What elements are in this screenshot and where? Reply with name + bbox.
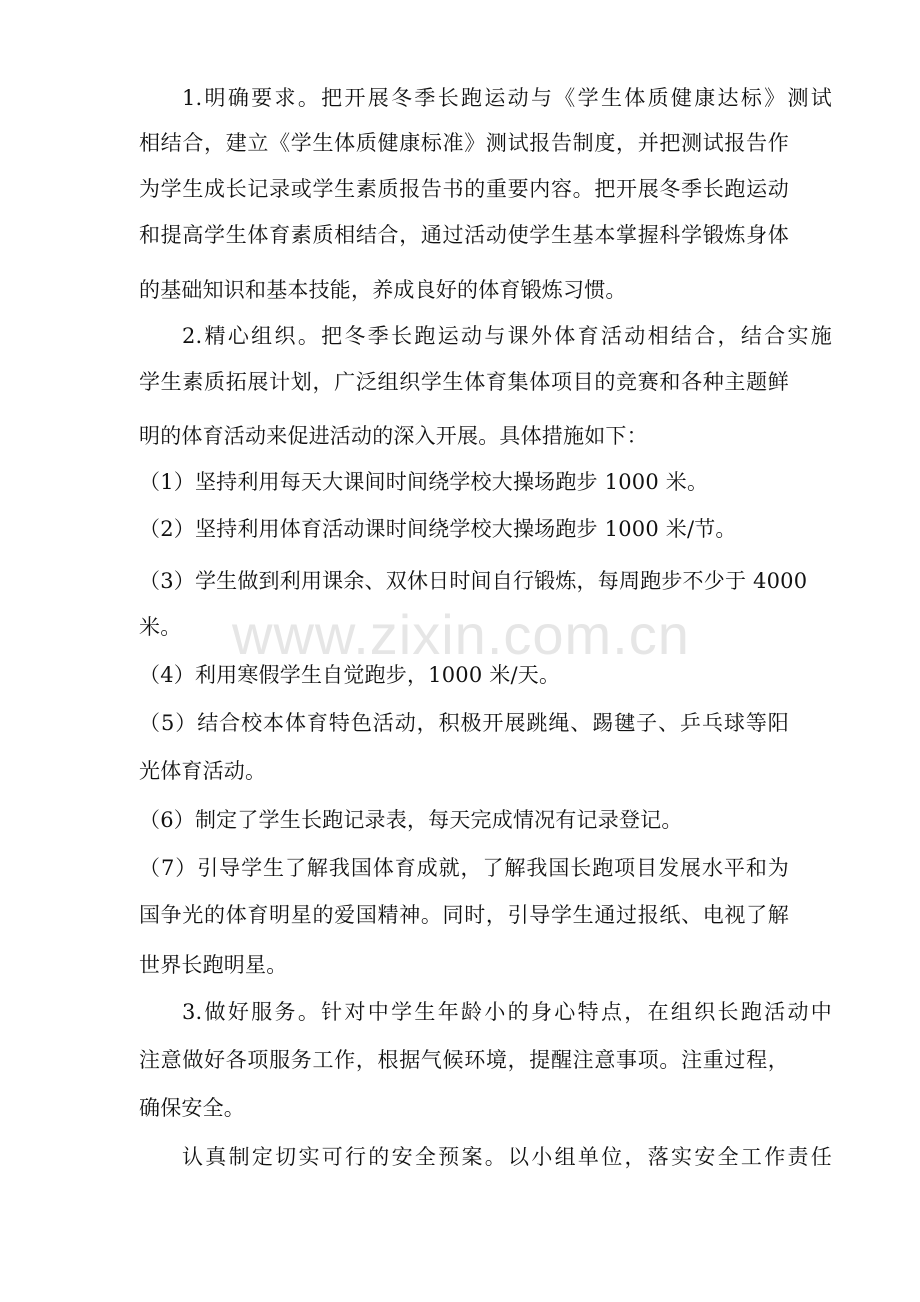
measure-item-5-line-2: 光体育活动。 xyxy=(139,759,267,783)
paragraph-2-line-1: 2.精心组织。把冬季长跑运动与课外体育活动相结合，结合实施 xyxy=(182,324,832,348)
measure-item-7-line-1: （7）引导学生了解我国体育成就，了解我国长跑项目发展水平和为 xyxy=(139,856,789,880)
paragraph-1-line-2: 相结合，建立《学生体质健康标准》测试报告制度，并把测试报告作 xyxy=(139,131,789,155)
paragraph-1-line-1: 1.明确要求。把开展冬季长跑运动与《学生体质健康达标》测试 xyxy=(182,86,832,110)
paragraph-1-line-5: 的基础知识和基本技能，养成良好的体育锻炼习惯。 xyxy=(139,278,627,302)
paragraph-3-line-3: 确保安全。 xyxy=(139,1096,245,1120)
paragraph-3-line-1: 3.做好服务。针对中学生年龄小的身心特点，在组织长跑活动中 xyxy=(182,1000,832,1024)
measure-item-3-line-1: （3）学生做到利用课余、双休日时间自行锻炼，每周跑步不少于 4000 xyxy=(139,569,808,593)
measure-item-1: （1）坚持利用每天大课间时间绕学校大操场跑步 1000 米。 xyxy=(139,470,709,494)
paragraph-3-line-2: 注意做好各项服务工作，根据气候环境，提醒注意事项。注重过程， xyxy=(139,1048,789,1072)
paragraph-2-line-2: 学生素质拓展计划，广泛组织学生体育集体项目的竞赛和各种主题鲜 xyxy=(139,370,789,394)
measure-item-7-line-3: 世界长跑明星。 xyxy=(139,953,288,977)
measure-item-6: （6）制定了学生长跑记录表，每天完成情况有记录登记。 xyxy=(139,808,683,832)
site-watermark: www.zixin.com.cn xyxy=(232,603,690,666)
paragraph-1-line-4: 和提高学生体育素质相结合，通过活动使学生基本掌握科学锻炼身体 xyxy=(139,223,789,247)
measure-item-3-line-2: 米。 xyxy=(139,615,182,639)
paragraph-2-line-3: 明的体育活动来促进活动的深入开展。具体措施如下： xyxy=(139,424,648,448)
measure-item-5-line-1: （5）结合校本体育特色活动，积极开展跳绳、踢毽子、乒乓球等阳 xyxy=(139,711,789,735)
measure-item-4: （4）利用寒假学生自觉跑步，1000 米/天。 xyxy=(139,663,561,687)
measure-item-2: （2）坚持利用体育活动课时间绕学校大操场跑步 1000 米/节。 xyxy=(139,517,737,541)
paragraph-1-line-3: 为学生成长记录或学生素质报告书的重要内容。把开展冬季长跑运动 xyxy=(139,177,789,201)
measure-item-7-line-2: 国争光的体育明星的爱国精神。同时，引导学生通过报纸、电视了解 xyxy=(139,903,789,927)
paragraph-4-line-1: 认真制定切实可行的安全预案。以小组单位，落实安全工作责任 xyxy=(182,1145,832,1169)
